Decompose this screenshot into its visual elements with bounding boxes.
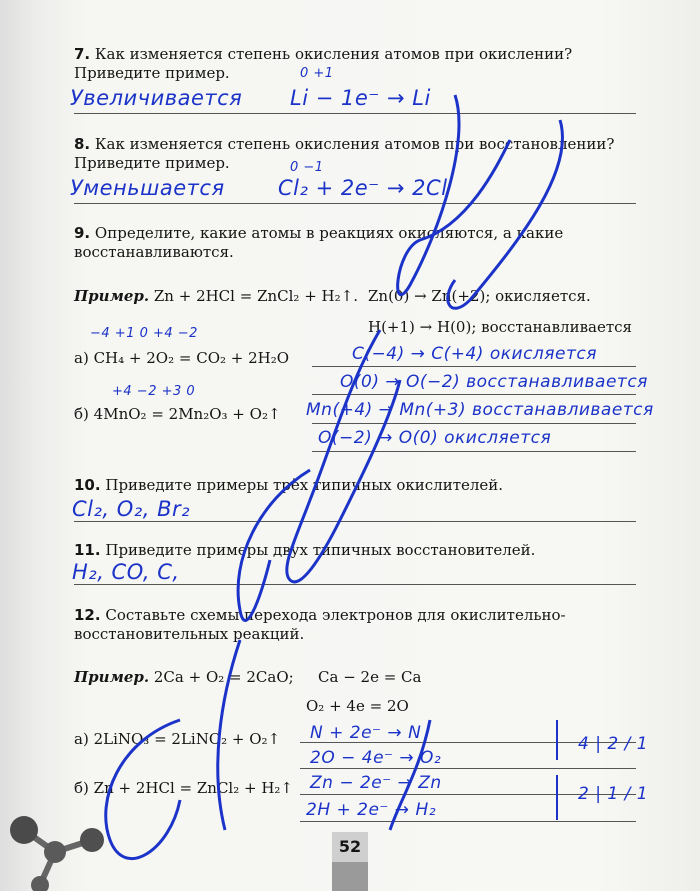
page-number: 52 xyxy=(332,832,368,862)
handwritten-answer-line: O(−2) → O(0) окисляется xyxy=(318,428,552,448)
page-number-bar xyxy=(332,862,368,891)
answer-line xyxy=(300,768,636,769)
question-text: Как изменяется степень окисления атомов при окислении? Приведите пример. xyxy=(74,45,573,82)
question-7 xyxy=(74,45,639,83)
handwritten-answer-word: Уменьшается xyxy=(70,176,225,200)
question-9 xyxy=(74,224,639,262)
answer-line xyxy=(312,394,636,395)
answer-line xyxy=(74,203,636,204)
question-text: Приведите примеры двух типичных восстановителей. xyxy=(105,541,536,559)
handwritten-answer-equation: Cl₂ + 2e⁻ → 2Cl xyxy=(278,176,448,200)
handwritten-answer-line: Mn(+4) → Mn(+3) восстанавливается xyxy=(306,400,654,420)
reaction-equation: 4MnO₂ = 2Mn₂O₃ + O₂↑ xyxy=(93,405,281,423)
question-text: Определите, какие атомы в реакциях окисляются, а какие восстанавливаются. xyxy=(74,224,564,261)
example-row xyxy=(74,668,294,686)
question-8 xyxy=(74,135,639,173)
electron-balance-coefficients: 4 | 2 / 1 xyxy=(578,734,649,754)
question-number: 11. xyxy=(74,541,101,559)
reaction-b xyxy=(74,405,281,423)
handwritten-answer-line: N + 2e⁻ → N xyxy=(310,723,422,743)
item-label: б) xyxy=(74,779,89,797)
answer-line xyxy=(312,451,636,452)
example-reduction-note: H(+1) → H(0); восстанавливается xyxy=(368,318,633,336)
reaction-equation: Zn + 2HCl = ZnCl₂ + H₂↑ xyxy=(93,779,294,797)
answer-line xyxy=(300,821,636,822)
answer-line xyxy=(312,423,636,424)
question-number: 9. xyxy=(74,224,91,242)
handwritten-answer-equation: Li − 1e⁻ → Li xyxy=(290,86,431,110)
question-number: 10. xyxy=(74,476,101,494)
question-number: 7. xyxy=(74,45,91,63)
answer-line xyxy=(74,584,636,585)
handwritten-answer: Cl₂, O₂, Br₂ xyxy=(72,497,191,521)
handwritten-answer: H₂, CO, C, xyxy=(72,560,180,584)
reaction-a xyxy=(74,730,280,748)
question-10 xyxy=(74,476,639,495)
example-scheme-line: Ca − 2e = Ca xyxy=(318,668,422,686)
example-scheme-line: O₂ + 4e = 2O xyxy=(306,697,409,715)
handwritten-answer-line: 2O − 4e⁻ → O₂ xyxy=(310,748,442,768)
question-text: Как изменяется степень окисления атомов при восстановлении? Приведите пример. xyxy=(74,135,615,172)
example-equation: Zn + 2HCl = ZnCl₂ + H₂↑. xyxy=(153,287,358,305)
item-label: а) xyxy=(74,349,89,367)
reaction-a xyxy=(74,349,289,367)
oxidation-state-marks: +4 −2 +3 0 xyxy=(112,384,196,399)
handwritten-answer-line: C(−4) → C(+4) окисляется xyxy=(352,344,597,364)
handwritten-answer-line: O(0) → O(−2) восстанавливается xyxy=(340,372,648,392)
example-equation: 2Ca + O₂ = 2CaO; xyxy=(153,668,294,686)
question-number: 8. xyxy=(74,135,91,153)
item-label: б) xyxy=(74,405,89,423)
molecule-icon xyxy=(0,790,120,891)
question-text: Приведите примеры трёх типичных окислителей. xyxy=(105,476,504,494)
answer-line xyxy=(74,113,636,114)
question-11 xyxy=(74,541,639,560)
answer-line xyxy=(312,366,636,367)
example-label: Пример. xyxy=(74,287,150,305)
reaction-equation: 2LiNO₃ = 2LiNO₂ + O₂↑ xyxy=(93,730,281,748)
handwritten-answer-line: 2H + 2e⁻ → H₂ xyxy=(306,800,437,820)
oxidation-state-marks: 0 −1 xyxy=(290,160,324,175)
question-12 xyxy=(74,606,639,644)
question-number: 12. xyxy=(74,606,101,624)
handwritten-answer-line: Zn − 2e⁻ → Zn xyxy=(310,773,442,793)
oxidation-state-marks: 0 +1 xyxy=(300,66,334,81)
oxidation-state-marks: −4 +1 0 +4 −2 xyxy=(90,326,198,341)
electron-balance-coefficients: 2 | 1 / 1 xyxy=(578,784,649,804)
example-label: Пример. xyxy=(74,668,150,686)
reaction-equation: CH₄ + 2O₂ = CO₂ + 2H₂O xyxy=(93,349,290,367)
example-row xyxy=(74,287,358,305)
handwritten-answer-word: Увеличивается xyxy=(70,86,243,110)
item-label: а) xyxy=(74,730,89,748)
answer-line xyxy=(74,521,636,522)
example-oxidation-note: Zn(0) → Zn(+2); окисляется. xyxy=(368,287,591,305)
question-text: Составьте схемы перехода электронов для окислительно-восстановительных реакций. xyxy=(74,606,566,643)
